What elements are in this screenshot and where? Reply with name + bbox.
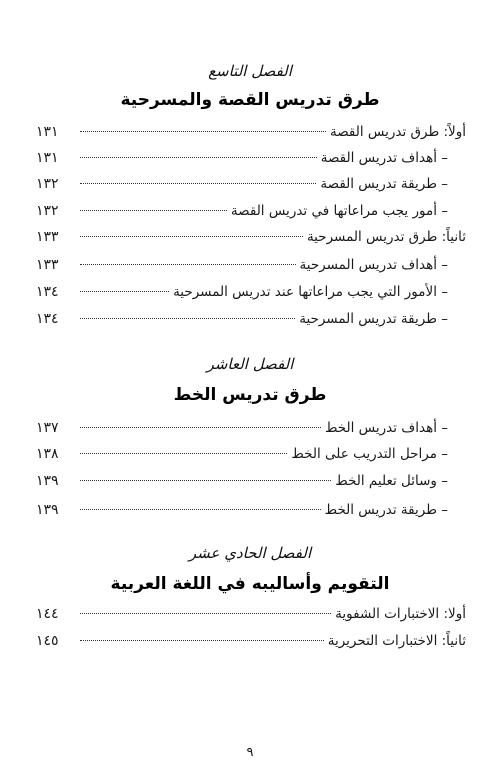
toc-entry-page: ١٣٣ — [36, 229, 59, 245]
toc-entry — [36, 606, 466, 628]
toc-entry — [36, 633, 466, 655]
toc-leader-dots — [80, 426, 321, 428]
toc-leader-dots — [80, 612, 331, 614]
toc-entry-text: – طريقة تدريس الخط — [324, 502, 448, 518]
chapter-11-label: الفصل الحادي عشر — [188, 544, 312, 562]
chapter-10-label: الفصل العاشر — [206, 355, 294, 373]
toc-leader-dots — [80, 479, 331, 481]
toc-entry-text: – الأمور التي يجب مراعاتها عند تدريس المسرحية — [173, 284, 448, 300]
chapter-9-label: الفصل التاسع — [208, 62, 292, 80]
chapter-10-title: طرق تدريس الخط — [173, 385, 327, 405]
toc-entry-page: ١٣٢ — [36, 203, 59, 219]
toc-entry-text: – طريقة تدريس المسرحية — [299, 311, 448, 327]
toc-leader-dots — [80, 130, 326, 132]
toc-entry-page: ١٣٤ — [36, 311, 59, 327]
toc-entry-page: ١٣٧ — [36, 420, 59, 436]
toc-entry-text: أولا: الاختبارات الشفوية — [335, 606, 466, 622]
toc-entry-page: ١٣٤ — [36, 284, 59, 300]
toc-entry — [36, 124, 466, 146]
toc-entry-page: ١٣١ — [36, 124, 59, 140]
toc-leader-dots — [80, 209, 227, 211]
chapter-11-title: التقويم وأساليبه في اللغة العربية — [110, 574, 390, 594]
toc-entry-page: ١٣٨ — [36, 446, 59, 462]
toc-entry-page: ١٣٩ — [36, 502, 59, 518]
toc-entry — [36, 150, 466, 172]
toc-leader-dots — [80, 182, 316, 184]
toc-entry-page: ١٤٤ — [36, 606, 59, 622]
toc-entry-text: – أهداف تدريس الخط — [324, 420, 448, 436]
toc-entry — [36, 257, 466, 279]
toc-leader-dots — [80, 156, 317, 158]
toc-entry-page: ١٤٥ — [36, 633, 59, 649]
toc-entry-text: ثانياً: طرق تدريس المسرحية — [306, 229, 466, 245]
toc-leader-dots — [80, 263, 296, 265]
toc-entry-text: – أهداف تدريس القصة — [320, 150, 448, 166]
toc-entry — [36, 311, 466, 333]
toc-entry — [36, 502, 466, 524]
toc-entry-page: ١٣٩ — [36, 473, 59, 489]
toc-entry-text: – طريقة تدريس القصة — [320, 176, 448, 192]
toc-leader-dots — [80, 235, 303, 237]
toc-leader-dots — [80, 290, 169, 292]
chapter-9-title: طرق تدريس القصة والمسرحية — [120, 90, 380, 110]
toc-entry-page: ١٣٢ — [36, 176, 59, 192]
toc-entry — [36, 229, 466, 251]
toc-entry — [36, 446, 466, 468]
toc-entry — [36, 420, 466, 442]
page-number: ٩ — [246, 745, 254, 760]
toc-entry-page: ١٣١ — [36, 150, 59, 166]
toc-entry-text: – أمور يجب مراعاتها في تدريس القصة — [230, 203, 448, 219]
toc-entry-text: – أهداف تدريس المسرحية — [299, 257, 448, 273]
toc-entry — [36, 473, 466, 495]
toc-entry-text: أولاً: طرق تدريس القصة — [329, 124, 466, 140]
toc-leader-dots — [80, 452, 287, 454]
toc-leader-dots — [80, 317, 295, 319]
toc-leader-dots — [80, 639, 324, 641]
toc-entry — [36, 176, 466, 198]
toc-entry-text: ثانياً: الاختبارات التحريرية — [327, 633, 466, 649]
toc-entry-text: – وسائل تعليم الخط — [335, 473, 448, 489]
toc-entry-text: – مراحل التدريب على الخط — [291, 446, 448, 462]
toc-leader-dots — [80, 508, 321, 510]
toc-entry — [36, 203, 466, 225]
toc-entry — [36, 284, 466, 306]
toc-entry-page: ١٣٣ — [36, 257, 59, 273]
